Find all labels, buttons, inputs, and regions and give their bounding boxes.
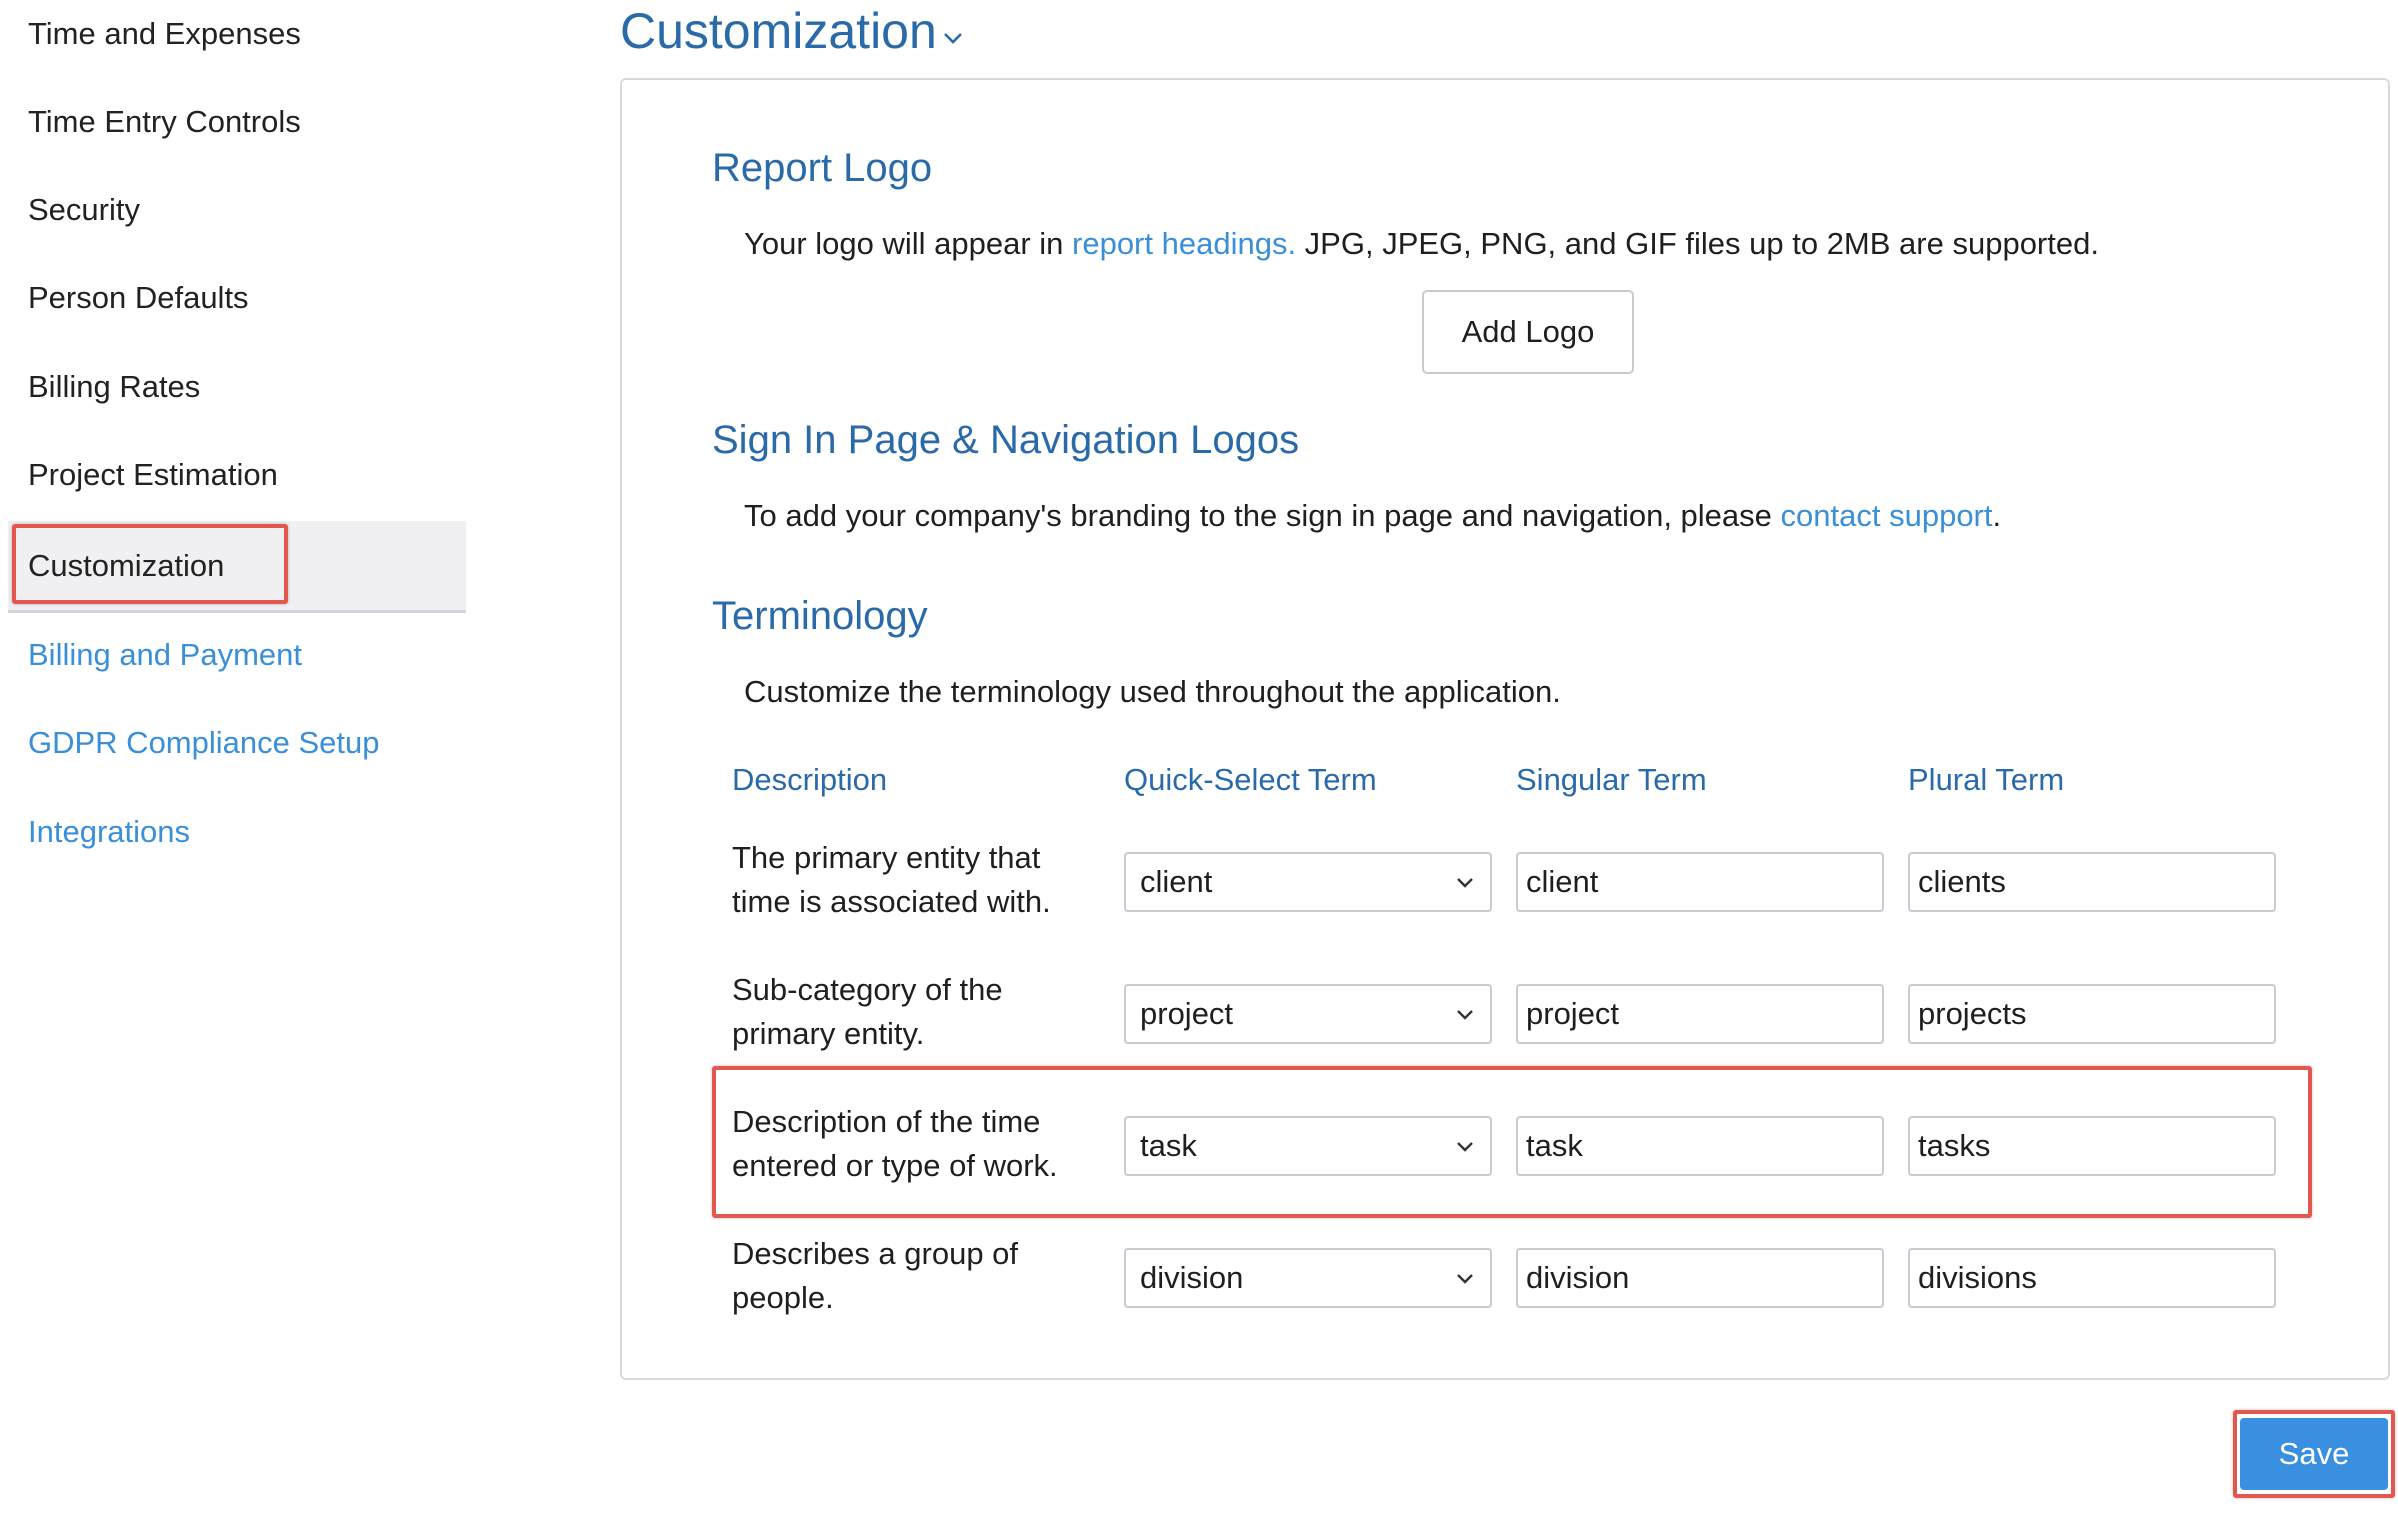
report-logo-text-after: JPG, JPEG, PNG, and GIF files up to 2MB are supported.	[1296, 226, 2099, 261]
page-title: Customization	[620, 3, 937, 59]
sidebar-item-billing-and-payment[interactable]: Billing and Payment	[28, 637, 302, 672]
column-header-quick-select: Quick-Select Term	[1124, 762, 1377, 797]
chevron-down-icon	[1454, 1135, 1476, 1157]
terminology-heading: Terminology	[712, 594, 928, 638]
sidebar-item-integrations[interactable]: Integrations	[28, 814, 190, 849]
sidebar-item-gdpr-compliance-setup[interactable]: GDPR Compliance Setup	[28, 725, 380, 760]
row-description-line: Describes a group of	[732, 1236, 1019, 1271]
quick-select-value: project	[1140, 996, 1234, 1031]
add-logo-button[interactable]: Add Logo	[1422, 290, 1634, 374]
chevron-down-icon	[1454, 1267, 1476, 1289]
row-description-line: entered or type of work.	[732, 1148, 1058, 1183]
sidebar-item-person-defaults[interactable]: Person Defaults	[28, 280, 249, 315]
row-description-line: The primary entity that	[732, 840, 1041, 875]
singular-term-division[interactable]	[1516, 1248, 1884, 1308]
row-description-line: Description of the time	[732, 1104, 1041, 1139]
report-logo-text-before: Your logo will appear in	[744, 226, 1073, 261]
report-logo-description	[744, 226, 2099, 262]
row-description-division	[732, 1232, 1092, 1320]
sidebar-item-security[interactable]: Security	[28, 192, 140, 227]
column-header-plural: Plural Term	[1908, 762, 2065, 797]
row-description-client	[732, 836, 1092, 924]
quick-select-value: division	[1140, 1260, 1244, 1295]
chevron-down-icon	[1454, 871, 1476, 893]
column-header-description: Description	[732, 762, 888, 797]
sidebar-item-billing-rates[interactable]: Billing Rates	[28, 369, 201, 404]
plural-term-task[interactable]	[1908, 1116, 2276, 1176]
settings-sidebar	[0, 0, 466, 1514]
row-description-line: people.	[732, 1280, 834, 1315]
quick-select-project[interactable]	[1124, 984, 1492, 1044]
page-title-dropdown[interactable]	[620, 2, 963, 60]
save-button[interactable]: Save	[2240, 1418, 2388, 1490]
chevron-down-icon	[1454, 1003, 1476, 1025]
plural-term-client[interactable]	[1908, 852, 2276, 912]
quick-select-value: client	[1140, 864, 1213, 899]
quick-select-value: task	[1140, 1128, 1197, 1163]
column-header-singular: Singular Term	[1516, 762, 1707, 797]
signin-logos-description	[744, 498, 2001, 534]
sidebar-item-customization[interactable]: Customization	[8, 521, 466, 613]
sidebar-item-time-entry-controls[interactable]: Time Entry Controls	[28, 104, 301, 139]
row-description-project	[732, 968, 1092, 1056]
report-logo-heading: Report Logo	[712, 146, 933, 190]
quick-select-client[interactable]	[1124, 852, 1492, 912]
sidebar-item-time-and-expenses[interactable]: Time and Expenses	[28, 16, 301, 51]
customization-card	[620, 78, 2390, 1380]
signin-text-after: .	[1992, 498, 2002, 533]
quick-select-division[interactable]	[1124, 1248, 1492, 1308]
sidebar-item-project-estimation[interactable]: Project Estimation	[28, 457, 278, 492]
terminology-intro: Customize the terminology used throughout the application.	[744, 674, 1561, 709]
quick-select-task[interactable]	[1124, 1116, 1492, 1176]
report-headings-link[interactable]: report headings.	[1072, 226, 1297, 261]
plural-term-project[interactable]	[1908, 984, 2276, 1044]
signin-text-before: To add your company's branding to the sign in page and navigation, please	[744, 498, 1781, 533]
singular-term-project[interactable]	[1516, 984, 1884, 1044]
row-description-line: Sub-category of the	[732, 972, 1003, 1007]
signin-logos-heading: Sign In Page & Navigation Logos	[712, 418, 1300, 462]
row-description-line: time is associated with.	[732, 884, 1051, 919]
chevron-down-icon	[943, 21, 963, 52]
row-description-task	[732, 1100, 1092, 1188]
plural-term-division[interactable]	[1908, 1248, 2276, 1308]
singular-term-task[interactable]	[1516, 1116, 1884, 1176]
contact-support-link[interactable]: contact support	[1780, 498, 1993, 533]
singular-term-client[interactable]	[1516, 852, 1884, 912]
row-description-line: primary entity.	[732, 1016, 925, 1051]
